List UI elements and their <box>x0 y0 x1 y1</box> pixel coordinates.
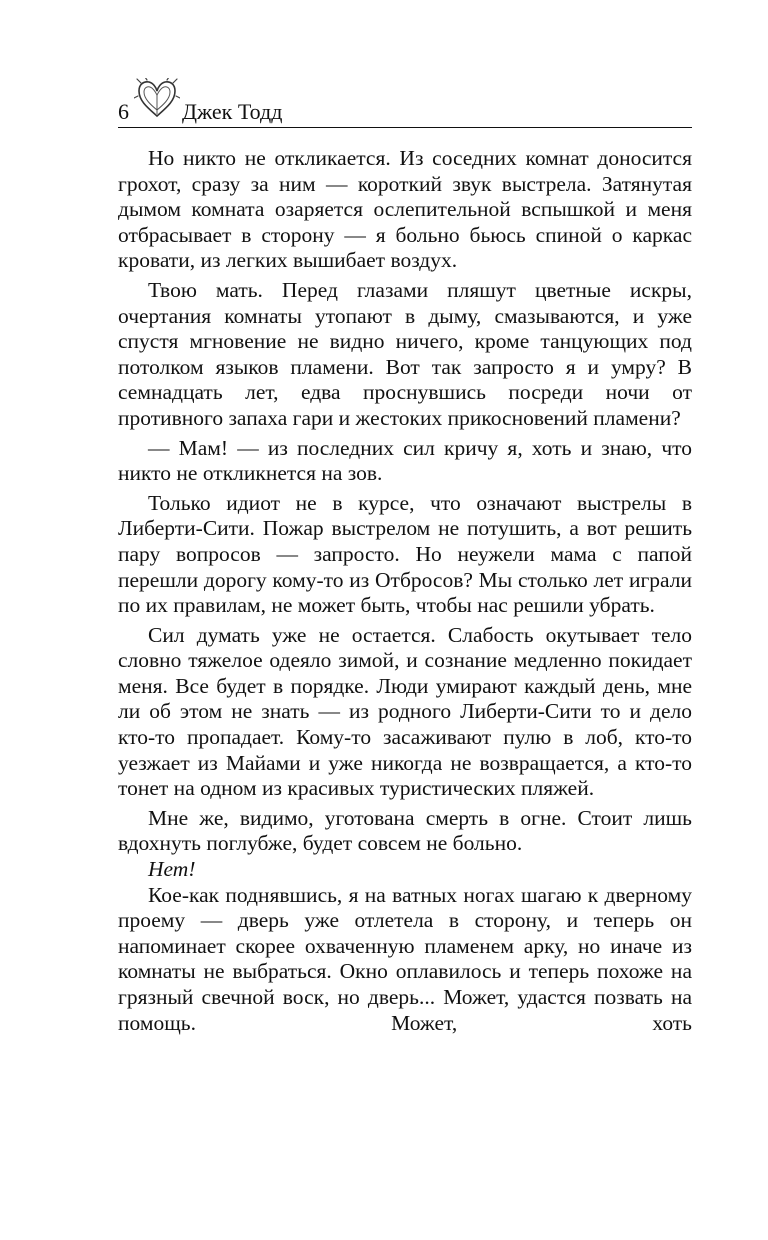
page-body <box>118 146 692 1036</box>
paragraph: Сил думать уже не остается. Слабость окутывает тело словно тяжелое одеяло зимой, и сознание медленно покидает меня. Все будет в порядке. Люди умирают каждый день, мне ли об этом не знать — из родного Либерти-Сити то и дело кто-то пропадает. Кому-то засаживают пулю в лоб, кто-то уезжает из Майами и уже никогда не возвращается, а кто-то тонет на одном из красивых туристических пляжей. <box>118 622 692 801</box>
running-head: Джек Тодд <box>182 99 283 124</box>
paragraph: Мне же, видимо, уготована смерть в огне. Стоит лишь вдохнуть поглубже, будет совсем не больно. <box>118 805 692 856</box>
paragraph: Твою мать. Перед глазами пляшут цветные искры, очертания комнаты утопают в дыму, смазываются, и уже спустя мгновение не видно ничего, кроме танцующих под потолком языков пламени. Вот так запросто я и умру? В семнадцать лет, едва проснувшись посреди ночи от противного запаха гари и жестоких прикосновений пламени? <box>118 277 692 430</box>
paragraph: Кое-как поднявшись, я на ватных ногах шагаю к дверному проему — дверь уже отлетела в сторону, и теперь он напоминает скорее охваченную пламенем арку, но иначе из комнаты не выбраться. Окно оплавилось и теперь похоже на грязный свечной воск, но дверь... Может, удастся позвать на помощь. Может, хоть <box>118 882 692 1035</box>
heart-ornament-icon <box>134 78 180 120</box>
page-header <box>118 78 692 128</box>
paragraph-italic: Нет! <box>148 857 196 882</box>
paragraph: Но никто не откликается. Из соседних комнат доносится грохот, сразу за ним — короткий звук выстрела. Затянутая дымом комната озаряется ослепительной вспышкой и меня отбрасывает в сторону — я больно бьюсь спиной о каркас кровати, из легких вышибает воздух. <box>118 146 692 273</box>
paragraph: Только идиот не в курсе, что означают выстрелы в Либерти-Сити. Пожар выстрелом не потушить, а вот решить пару вопросов — запросто. Но неужели мама с папой перешли дорогу кому-то из Отбросов? Мы столько лет играли по их правилам, не может быть, чтобы нас решили убрать. <box>118 490 692 618</box>
paragraph: — Мам! — из последних сил кричу я, хоть и знаю, что никто не откликнется на зов. <box>118 435 692 486</box>
page-number: 6 <box>118 99 129 124</box>
header-rule <box>118 127 692 128</box>
